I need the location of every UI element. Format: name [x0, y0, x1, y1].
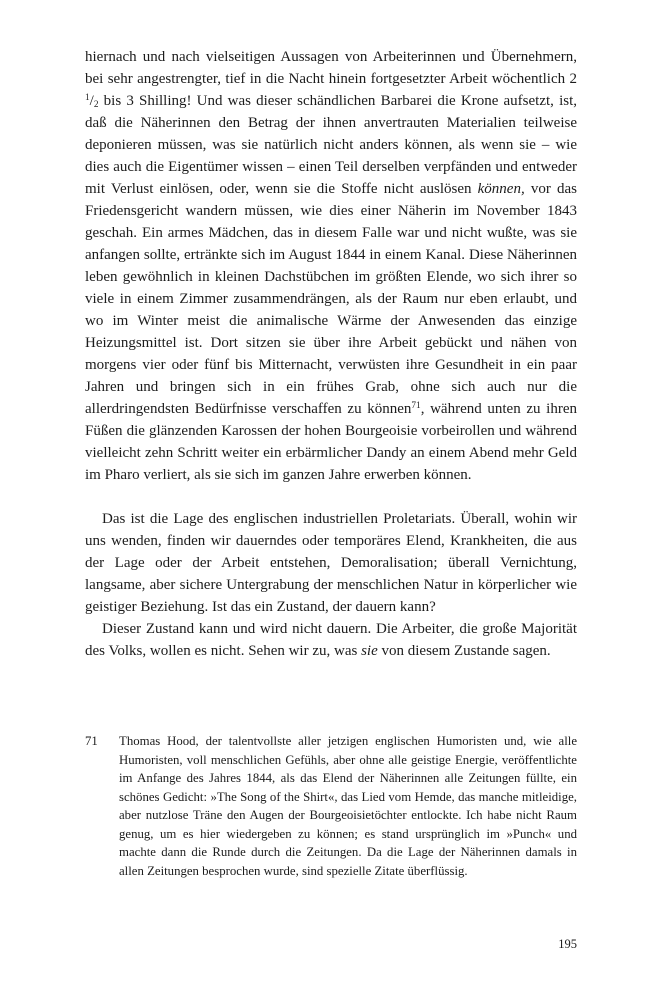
footnotes [85, 732, 577, 880]
text-segment: / [89, 93, 94, 109]
superscript-text: 1 [85, 92, 90, 103]
text-segment: hiernach und nach vielseitigen Aussagen von Arbeiterinnen und Übernehmern, bei sehr angestrengter, tief in die Nacht hinein fortgesetzter Arbeit wöchentlich 2 [85, 49, 577, 87]
paragraph [85, 46, 577, 486]
text-segment: Das ist die Lage des englischen industriellen Proletariats. Überall, wohin wir uns wenden, finden wir dauerndes oder temporäres Elend, Krankheiten, die aus der Lage oder der Arbeit entstehen, Demoralisation; überall Vernichtung, langsame, aber sichere Untergrabung der menschlichen Natur in körperlicher wie geistiger Beziehung. Ist das ein Zustand, der dauern kann? [85, 511, 577, 615]
paragraph [85, 618, 577, 662]
page-number: 195 [558, 937, 577, 951]
text-segment: Dieser Zustand kann und wird nicht dauern. Die Arbeiter, die große Majorität des Volks, wollen es nicht. Sehen wir zu, was [85, 621, 577, 659]
italic-text: können, [477, 181, 525, 197]
body-text [85, 46, 577, 662]
footnote [85, 732, 577, 880]
text-segment: , während unten zu ihren Füßen die glänzenden Karossen der hohen Bourgeoisie vorbeirollen und während vielleicht zehn Schritt weiter ein erbärmlicher Dandy an einem Abend mehr Geld im Pharo verliert, als sie sich im ganzen Jahre erwerben können. [85, 401, 577, 483]
paragraph [85, 508, 577, 618]
footnote-text [119, 732, 577, 880]
text-segment: Thomas Hood, der talentvollste aller jetzigen englischen Humoristen und, wie alle Humoristen, voll menschlichen Gefühls, aber ohne alle geistige Energie, veröffentlichte im Anfange des Jahres 1844, als das Elend der Näherinnen alle Zeitungen füllte, ein schönes Gedicht: »The Song of the Shirt«, das Lied vom Hemde, das manche mitleidige, aber nutzlose Träne den Augen der Bourgeoisietöchter entlockte. Ich habe nicht Raum genug, um es hier wiedergeben zu können; es stand ursprünglich im »Punch« und machte dann die Runde durch die Zeitungen. Da die Lage der Näherinnen damals in allen Zeitungen besprochen wurde, sind spezielle Zitate überflüssig. [119, 734, 577, 878]
italic-text: sie [361, 643, 378, 659]
text-segment: von diesem Zustande sagen. [377, 643, 551, 659]
text-segment: vor das Friedensgericht wandern müssen, wie dies einer Näherin im November 1843 geschah. Ein armes Mädchen, das in diesem Falle war und nicht wußte, was sie anfangen sollte, ertränkte sich im August 1844 in einem Kanal. Diese Näherinnen leben gewöhnlich in kleinen Dachstübchen im größten Elende, wo sich ihrer so viele in einem Zimmer zusammendrängen, als der Raum nur eben erlaubt, und wo im Winter meist die animalische Wärme der Anwesenden das einzige Heizungsmittel ist. Dort sitzen sie über ihre Arbeit gebückt und nähen von morgens vier oder fünf bis Mitternacht, verwüsten ihre Gesundheit in ein paar Jahren und bringen sich in ein frühes Grab, ohne sich auch nur die allerdringendsten Bedürfnisse verschaffen zu können [85, 181, 577, 417]
footnote-number: 71 [85, 734, 98, 748]
text-segment: 2 [93, 100, 99, 111]
superscript-text: 71 [411, 400, 421, 411]
text-segment: bis 3 Shilling! Und was dieser schändlichen Barbarei die Krone aufsetzt, ist, daß die Näherinnen den Betrag der ihnen anvertrauten Materialien teilweise deponieren müssen, was sie natürlich nicht anders können, als wenn sie – wie dies auch die Eigentümer wissen – einen Teil derselben verpfänden und entweder mit Verlust einlösen, oder, wenn sie die Stoffe nicht auslösen [85, 93, 577, 197]
